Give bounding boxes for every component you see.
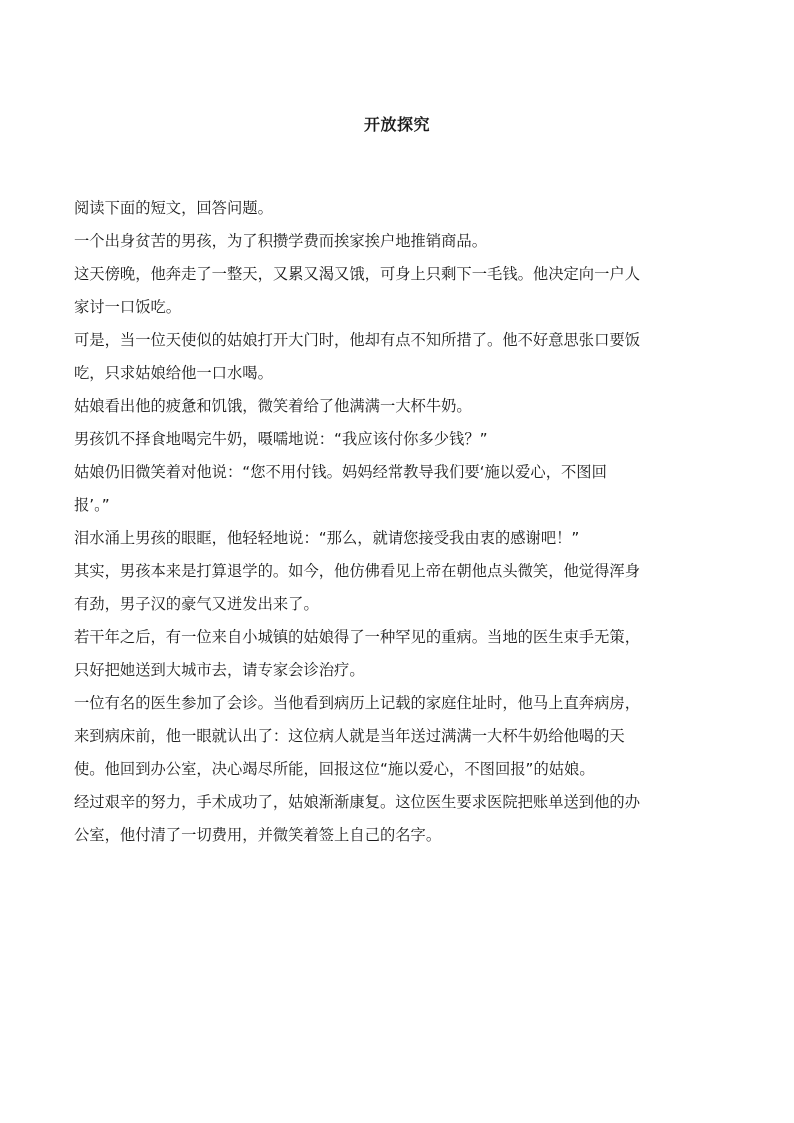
text-line: 姑娘仍旧微笑着对他说：“您不用付钱。妈妈经常教导我们要‘施以爱心，不图回	[74, 463, 607, 481]
text-line: 若干年之后，有一位来自小城镇的姑娘得了一种罕见的重病。当地的医生束手无策，	[74, 628, 640, 646]
document-body	[74, 192, 714, 852]
text-line: 公室，他付清了一切费用，并微笑着签上自己的名字。	[74, 826, 442, 844]
text-line: 这天傍晚，他奔走了一整天，又累又渴又饿，可身上只剩下一毛钱。他决定向一户人	[74, 265, 640, 283]
text-line: 有劲，男子汉的豪气又迸发出来了。	[74, 595, 319, 613]
text-line: 一位有名的医生参加了会诊。当他看到病历上记载的家庭住址时，他马上直奔病房，	[74, 694, 640, 712]
text-line: 吃，只求姑娘给他一口水喝。	[74, 364, 273, 382]
text-line: 使。他回到办公室，决心竭尽所能，回报这位“施以爱心，不图回报”的姑娘。	[74, 760, 595, 778]
text-line: 泪水涌上男孩的眼眶，他轻轻地说：“那么，就请您接受我由衷的感谢吧！”	[74, 529, 580, 547]
text-line: 姑娘看出他的疲惫和饥饿，微笑着给了他满满一大杯牛奶。	[74, 397, 472, 415]
text-line: 来到病床前，他一眼就认出了：这位病人就是当年送过满满一大杯牛奶给他喝的天	[74, 727, 625, 745]
document-title: 开放探究	[363, 115, 430, 134]
text-line: 经过艰辛的努力，手术成功了，姑娘渐渐康复。这位医生要求医院把账单送到他的办	[74, 793, 640, 811]
text-line: 只好把她送到大城市去，请专家会诊治疗。	[74, 661, 365, 679]
text-line: 可是，当一位天使似的姑娘打开大门时，他却有点不知所措了。他不好意思张口要饭	[74, 331, 640, 349]
text-line: 男孩饥不择食地喝完牛奶，嗫嚅地说：“我应该付你多少钱？”	[74, 430, 488, 448]
text-line: 报’。”	[74, 496, 110, 514]
text-line: 其实，男孩本来是打算退学的。如今，他仿佛看见上帝在朝他点头微笑，他觉得浑身	[74, 562, 640, 580]
text-line: 阅读下面的短文，回答问题。	[74, 199, 273, 217]
text-line: 家讨一口饭吃。	[74, 298, 182, 316]
text-line: 一个出身贫苦的男孩，为了积攒学费而挨家挨户地推销商品。	[74, 232, 488, 250]
